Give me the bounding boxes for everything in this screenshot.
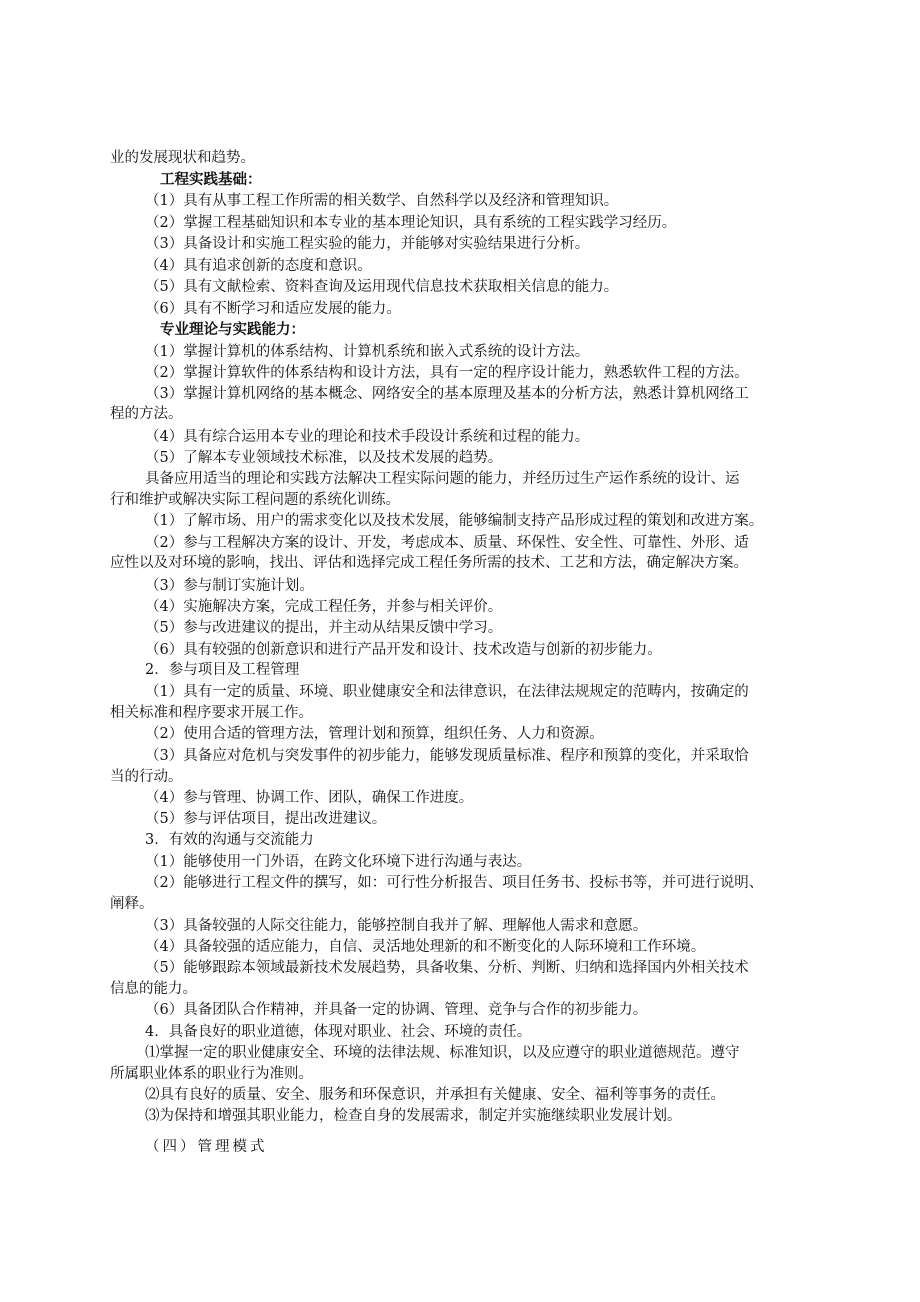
list-item: （1）了解市场、用户的需求变化以及技术发展，能够编制支持产品形成过程的策划和改进方案。	[145, 513, 764, 529]
list-item: （6）具有较强的创新意识和进行产品开发和设计、技术改造与创新的初步能力。	[145, 642, 662, 658]
list-item: （4）具备较强的适应能力，自信、灵活地处理新的和不断变化的人际环境和工作环境。	[145, 939, 706, 955]
list-item: （5）了解本专业领域技术标准，以及技术发展的趋势。	[145, 450, 503, 466]
paragraph-line: 行和维护或解决实际工程问题的系统化训练。	[110, 492, 400, 508]
list-item: （4）参与管理、协调工作、团队，确保工作进度。	[145, 790, 474, 806]
list-item: （2）掌握计算软件的体系结构和设计方法，具有一定的程序设计能力，熟悉软件工程的方法。	[145, 365, 749, 381]
section-heading-communication: 3．有效的沟通与交流能力	[145, 832, 314, 848]
list-item: （1）掌握计算机的体系结构、计算机系统和嵌入式系统的设计方法。	[145, 344, 590, 360]
list-item: （3）具备应对危机与突发事件的初步能力，能够发现质量标准、程序和预算的变化，并采取恰	[145, 748, 749, 764]
list-item-continuation: 所属职业体系的职业行为准则。	[110, 1066, 313, 1082]
list-item: ⑵具有良好的质量、安全、服务和环保意识，并承担有关健康、安全、福利等事务的责任。	[145, 1087, 725, 1103]
list-item: （2）掌握工程基础知识和本专业的基本理论知识，具有系统的工程实践学习经历。	[145, 215, 677, 231]
list-item: （1）具有从事工程工作所需的相关数学、自然科学以及经济和管理知识。	[145, 193, 619, 209]
section-heading-professional-ability: 专业理论与实践能力：	[160, 322, 305, 338]
list-item-continuation: 程的方法。	[110, 406, 183, 422]
list-item: （5）参与改进建议的提出，并主动从结果反馈中学习。	[145, 620, 503, 636]
list-item: （1）具有一定的质量、环境、职业健康安全和法律意识，在法律法规规定的范畴内，按确定的	[145, 684, 749, 700]
list-item-continuation: 当的行动。	[110, 769, 183, 785]
list-item: （5）具有文献检索、资料查询及运用现代信息技术获取相关信息的能力。	[145, 279, 619, 295]
list-item: （3）掌握计算机网络的基本概念、网络安全的基本原理及基本的分析方法，熟悉计算机网络工	[145, 386, 749, 402]
list-item: （4）具有追求创新的态度和意识。	[145, 258, 372, 274]
section-heading-professional-ethics: 4．具备良好的职业道德，体现对职业、社会、环境的责任。	[145, 1024, 532, 1040]
list-item: （5）能够跟踪本领域最新技术发展趋势，具备收集、分析、判断、归纳和选择国内外相关技术	[145, 960, 749, 976]
list-item: （4）具有综合运用本专业的理论和技术手段设计系统和过程的能力。	[145, 429, 590, 445]
list-item-continuation: 应性以及对环境的影响，找出、评估和选择完成工程任务所需的技术、工艺和方法，确定解决方案。	[110, 555, 748, 571]
list-item-continuation: 信息的能力。	[110, 981, 197, 997]
list-item: （4）实施解决方案，完成工程任务，并参与相关评价。	[145, 599, 503, 615]
list-item: （3）参与制订实施计划。	[145, 578, 314, 594]
list-item: （5）参与评估项目，提出改进建议。	[145, 811, 387, 827]
list-item: （6）具备团队合作精神，并具备一定的协调、管理、竞争与合作的初步能力。	[145, 1002, 648, 1018]
section-heading-management-mode: （四）管理模式	[145, 1139, 268, 1155]
list-item: （2）能够进行工程文件的撰写，如：可行性分析报告、项目任务书、投标书等，并可进行说明、	[145, 875, 764, 891]
list-item: ⑶为保持和增强其职业能力，检查自身的发展需求，制定并实施继续职业发展计划。	[145, 1108, 682, 1124]
section-heading-project-management: 2．参与项目及工程管理	[145, 662, 300, 678]
list-item: （3）具备设计和实施工程实验的能力，并能够对实验结果进行分析。	[145, 236, 590, 252]
section-heading-engineering-practice: 工程实践基础：	[160, 172, 262, 188]
paragraph-line: 业的发展现状和趋势。	[110, 150, 255, 166]
list-item: （1）能够使用一门外语，在跨文化环境下进行沟通与表达。	[145, 854, 532, 870]
list-item: （6）具有不断学习和适应发展的能力。	[145, 301, 401, 317]
paragraph-line: 具备应用适当的理论和实践方法解决工程实际问题的能力，并经历过生产运作系统的设计、运	[145, 471, 740, 487]
list-item-continuation: 相关标准和程序要求开展工作。	[110, 705, 313, 721]
list-item: ⑴掌握一定的职业健康安全、环境的法律法规、标准知识，以及应遵守的职业道德规范。遵守	[145, 1045, 740, 1061]
list-item-continuation: 阐释。	[110, 896, 154, 912]
list-item: （3）具备较强的人际交往能力，能够控制自我并了解、理解他人需求和意愿。	[145, 918, 648, 934]
list-item: （2）参与工程解决方案的设计、开发，考虑成本、质量、环保性、安全性、可靠性、外形、适	[145, 535, 749, 551]
list-item: （2）使用合适的管理方法，管理计划和预算，组织任务、人力和资源。	[145, 726, 604, 742]
